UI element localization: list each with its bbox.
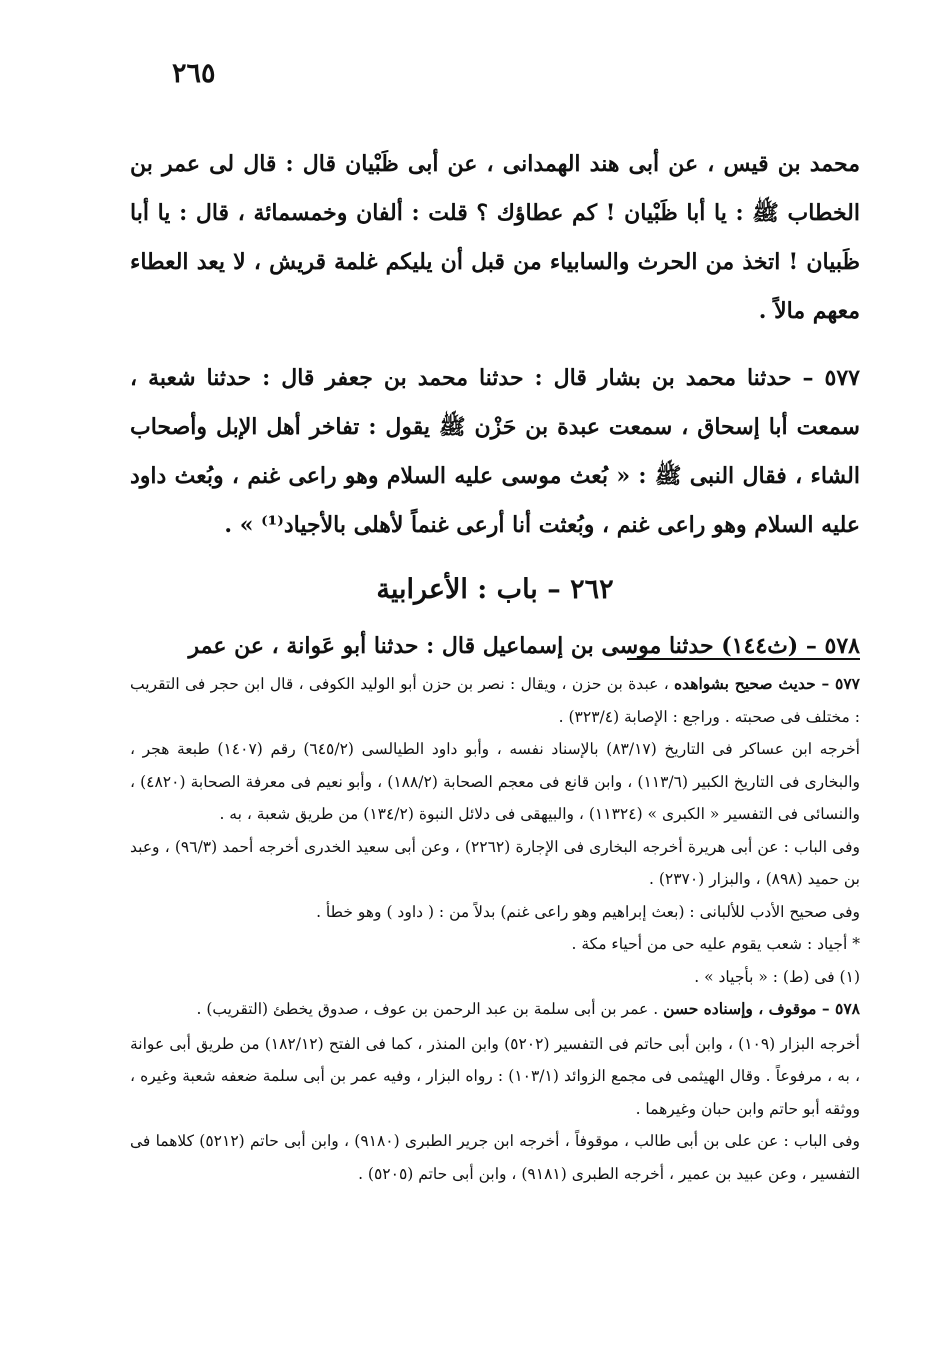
paragraph-hadith-577: ٥٧٧ – حدثنا محمد بن بشار قال : حدثنا محمد بن جعفر قال : حدثنا شعبة ، سمعت أبا إسحاق ، سمعت عبدة بن حَزْن ﷺ يقول : تفاخر أهل الإبل وأصحاب الشاء ، فقال النبى ﷺ : « بُعث موسى عليه السلام وهو راعى غنم ، وبُعث داود عليه السلام وهو راعى غنم ، وبُعثت أنا أرعى غنماً لأهلى بالأجياد⁽¹⁾ » .: [130, 365, 860, 538]
main-text: [130, 140, 860, 689]
footnote-text: * أجياد : شعب يقوم عليه حى من أحياء مكة .: [571, 935, 860, 953]
footnote-text: وفى الباب : عن أبى هريرة أخرجه البخارى فى الإجارة (٢٢٦٢) ، وعن أبى سعيد الخدرى أخرجه أحمد (٩٦/٣) ، وعبد بن حميد (٨٩٨) ، والبزار (٢٣٧٠) .: [130, 837, 860, 888]
footnote-text: أخرجه البزار (١٠٩) ، وابن أبى حاتم فى التفسير (٥٢٠٢) وابن المنذر ، كما فى الفتح (١٨٢/١٢) من طريق أبى عوانة ، به ، مرفوعاً . وقال الهيثمى فى مجمع الزوائد (١٠٣/١) : رواه البزار ، وفيه عمر بن أبى سلمة ضعفه شعبة وغيره ، ووثقه أبو حاتم وابن حبان وغيرهما .: [130, 1034, 860, 1118]
footnote-text: وفى صحيح الأدب للألبانى : (بعث إبراهيم وهو راعى غنم) بدلاً من : ( داود ) وهو خطأ .: [316, 902, 860, 921]
footnote-text: وفى الباب : عن على بن أبى طالب ، موقوفاً ، أخرجه ابن جرير الطبرى (٩١٨٠) ، وابن أبى حاتم (٥٢١٢) كلاهما فى التفسير ، وعن عبيد بن عمير ، أخرجه الطبرى (٩١٨١) ، وابن أبى حاتم (٥٢٠٥) .: [130, 1132, 860, 1183]
paragraph-continuation: محمد بن قيس ، عن أبى هند الهمدانى ، عن أبى ظَبْيان قال : قال لى عمر بن الخطاب ﷺ : يا أبا ظَبْيان ! كم عطاؤك ؟ قلت : ألفان وخمسمائة ، قال : يا أبا ظَبيان ! اتخذ من الحرث والسابياء من قبل أن يليكم غلمة قريش ، لا يعد العطاء معهم مالاً .: [130, 151, 860, 324]
footnote-577-albani: [130, 896, 860, 929]
footnote-lead: ٥٧٨ – موقوف ، وإسناده حسن: [663, 999, 860, 1018]
footnote-577-grade: [130, 668, 860, 733]
footnote-lead: ٥٧٧ – حديث صحيح بشواهده: [674, 674, 860, 693]
footnote-578-sources: [130, 1028, 860, 1126]
footnote-text: ، عبدة بن حزن ، ويقال : نصر بن حزن أبو الوليد الكوفى ، قال ابن حجر فى التقريب : مختلف فى صحبته . وراجع : الإصابة (٣٢٣/٤) .: [130, 675, 860, 726]
chapter-heading: ٢٦٢ – باب : الأعرابية: [376, 574, 614, 605]
footnote-text: أخرجه ابن عساكر فى التاريخ (٨٣/١٧) بالإسناد نفسه ، وأبو داود الطيالسى (٦٤٥/٢) رقم (١٤٠٧) طبعة هجر ، والبخارى فى التاريخ الكبير (١١٣/٦) ، وابن قانع فى معجم الصحابة (١٨٨/٢) ، وأبو نعيم فى معرفة الصحابة (٤٨٢٠) ، والنسائى فى التفسير « الكبرى » (١١٣٢٤) ، والبيهقى فى دلائل النبوة (١٣٤/٢) من طريق شعبة ، به .: [130, 740, 860, 823]
footnote-1: [130, 961, 860, 994]
footnote-577-bab: [130, 831, 860, 896]
footnotes: [130, 668, 860, 1190]
paragraph-hadith-578: ٥٧٨ – (ث١٤٤) حدثنا موسى بن إسماعيل قال : حدثنا أبو عَوانة ، عن عمر: [188, 633, 860, 659]
footnote-text: . عمر بن أبى سلمة بن عبد الرحمن بن عوف ، صدوق يخطئ (التقريب) .: [196, 1000, 664, 1018]
page-number: ٢٦٥: [172, 58, 216, 89]
footnote-separator: [627, 658, 860, 660]
footnote-578-grade: [130, 993, 860, 1026]
footnote-577-sources: [130, 733, 860, 831]
footnote-text: (١) فى (ط) : « بأجياد » .: [694, 967, 860, 986]
footnote-ajyad: [130, 928, 860, 961]
footnote-578-bab: [130, 1125, 860, 1190]
